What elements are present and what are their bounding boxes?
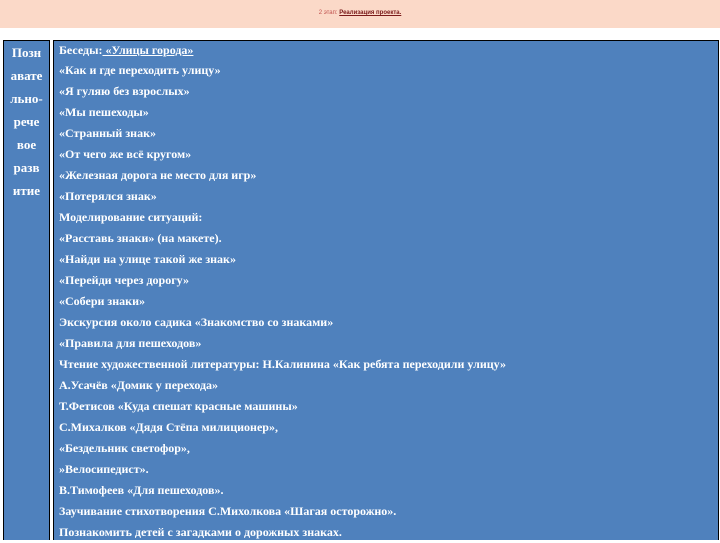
area-label-line: льно- (10, 91, 43, 106)
area-label-line: Позн (11, 45, 42, 60)
activity-line: «Собери знаки» (59, 294, 145, 308)
activity-line: «Найди на улице такой же знак» (59, 252, 236, 266)
activity-line: Моделирование ситуаций: (59, 210, 203, 224)
activity-line: «Странный знак» (59, 126, 156, 140)
activity-line (59, 41, 714, 60)
activity-line: С.Михалков «Дядя Стёпа милиционер», (59, 420, 278, 434)
activity-line: «Я гуляю без взрослых» (59, 84, 190, 98)
activity-line: »Велосипедист». (59, 462, 149, 476)
activity-line: Заучивание стихотворения С.Михолкова «Шагая осторожно». (59, 504, 397, 518)
activity-first-text: «Улицы города» (102, 43, 194, 57)
activity-line: «Как и где переходить улицу» (59, 63, 221, 77)
stage-title (0, 10, 720, 16)
slide-header (0, 0, 720, 28)
section-label: Беседы: (59, 43, 103, 57)
activity-line: «Бездельник светофор», (59, 441, 190, 455)
area-label (4, 41, 49, 202)
area-label-line: авате (10, 68, 43, 83)
area-cell (3, 40, 50, 540)
area-label-line: разв (13, 160, 40, 175)
activity-line: «Перейди через дорогу» (59, 273, 189, 287)
content-table (3, 40, 719, 540)
activities-cell (53, 40, 719, 540)
activities-list (59, 41, 714, 543)
area-label-line: вое (16, 137, 37, 152)
activity-line: «Правила для пешеходов» (59, 336, 202, 350)
activity-line: Экскурсия около садика «Знакомство со знаками» (59, 315, 334, 329)
activity-line: В.Тимофеев «Для пешеходов». (59, 483, 224, 497)
activity-line: Чтение художественной литературы: Н.Калинина «Как ребята переходили улицу» (59, 357, 506, 371)
activity-line: Познакомить детей с загадками о дорожных знаках. (59, 525, 342, 539)
activity-line: Т.Фетисов «Куда спешат красные машины» (59, 399, 298, 413)
header-spacer (0, 28, 720, 40)
stage-prefix: 2 этап: (318, 10, 338, 16)
area-label-line: итие (12, 183, 41, 198)
area-label-line: рече (13, 114, 40, 129)
activity-line: «Расставь знаки» (на макете). (59, 231, 222, 245)
activity-line: «Железная дорога не место для игр» (59, 168, 257, 182)
stage-link[interactable]: Реализация проекта. (339, 10, 402, 16)
activity-line: «Потерялся знак» (59, 189, 157, 203)
activity-line: «От чего же всё кругом» (59, 147, 192, 161)
activity-line: А.Усачёв «Домик у перехода» (59, 378, 219, 392)
activity-line: «Мы пешеходы» (59, 105, 149, 119)
